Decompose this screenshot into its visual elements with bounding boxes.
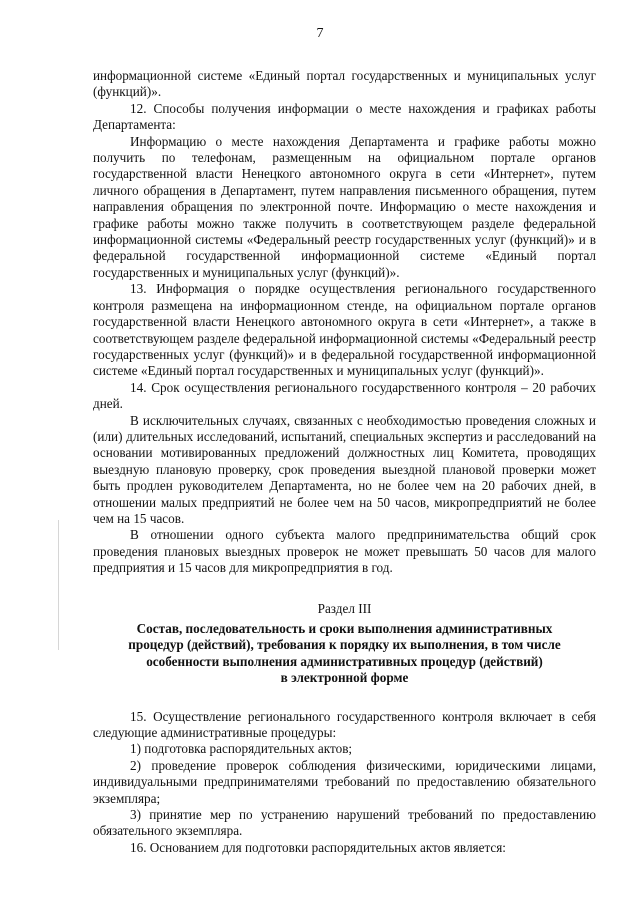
paragraph-12-info: Информацию о месте нахождения Департамента и графике работы можно получить по телефонам, размещенным на официальном портале органов государственной власти Ненецкого автономного округа в сети «Интернет», путем личного обращения в Департамент, путем направления письменного обращения, путем направления обращения по электронной почте. Информацию о месте нахождения и графике работы можно также получить в соответствующем разделе федеральной информационной системы «Федеральный реестр государственных услуг (функций)» и в федеральной государственной информационной системе «Единый портал государственных и муниципальных услуг (функций)». bbox=[93, 133, 596, 280]
paragraph-15-item-2: 2) проведение проверок соблюдения физическими, юридическими лицами, индивидуальными предпринимателями требований по предоставлению обязательного экземпляра; bbox=[93, 757, 596, 806]
paragraph-continuation: информационной системе «Единый портал государственных и муниципальных услуг (функций)». bbox=[93, 68, 596, 100]
section-heading bbox=[93, 601, 596, 687]
paragraph-12: 12. Способы получения информации о месте нахождения и графиках работы Департамента: bbox=[93, 100, 596, 133]
paragraph-13: 13. Информация о порядке осуществления регионального государственного контроля размещена на информационном стенде, на официальном портале органов государственной власти Ненецкого автономного округа в сети «Интернет», а также в соответствующем разделе федеральной информационной системы «Федеральный реестр государственных услуг (функций)» и в федеральной государственной информационной системе «Единый портал государственных и муниципальных услуг (функций)». bbox=[93, 281, 596, 379]
section-title bbox=[93, 621, 596, 687]
paragraph-14-exception: В исключительных случаях, связанных с необходимостью проведения сложных и (или) длительных исследований, испытаний, специальных экспертиз и расследований на основании мотивированных предложений должностных лиц Комитета, проводящих выездную плановую проверку, срок проведения выездной плановой проверки может быть продлен руководителем Департамента, но не более чем на 20 рабочих дней, в отношении малых предприятий не более чем на 50 часов, микропредприятий не более чем на 15 часов. bbox=[93, 412, 596, 526]
section-label: Раздел III bbox=[317, 600, 372, 616]
scan-margin-line bbox=[58, 520, 59, 650]
paragraph-16: 16. Основанием для подготовки распорядительных актов является: bbox=[130, 839, 506, 855]
paragraph-15: 15. Осуществление регионального государственного контроля включает в себя следующие административные процедуры: bbox=[93, 708, 596, 741]
section-title-line: Состав, последовательность и сроки выполнения административных bbox=[136, 621, 553, 636]
page-number: 7 bbox=[316, 26, 324, 41]
paragraph-15-item-1: 1) подготовка распорядительных актов; bbox=[130, 741, 353, 757]
section-body bbox=[93, 709, 596, 857]
section-title-line: особенности выполнения административных процедур (действий) bbox=[146, 653, 543, 669]
paragraph-14: 14. Срок осуществления регионального государственного контроля – 20 рабочих дней. bbox=[93, 379, 596, 412]
paragraph-14-small-business: В отношении одного субъекта малого предпринимательства общий срок проведения плановых выездных проверок не может превышать 50 часов для малого предприятия и 15 часов для микропредприятия в год. bbox=[93, 527, 596, 576]
section-title-line: в электронной форме bbox=[280, 670, 409, 686]
section-title-line: процедур (действий), требования к порядку их выполнения, в том числе bbox=[128, 637, 561, 653]
paragraph-15-item-3: 3) принятие мер по устранению нарушений требований по предоставлению обязательного экземпляра. bbox=[93, 807, 596, 839]
document-body bbox=[93, 68, 596, 856]
